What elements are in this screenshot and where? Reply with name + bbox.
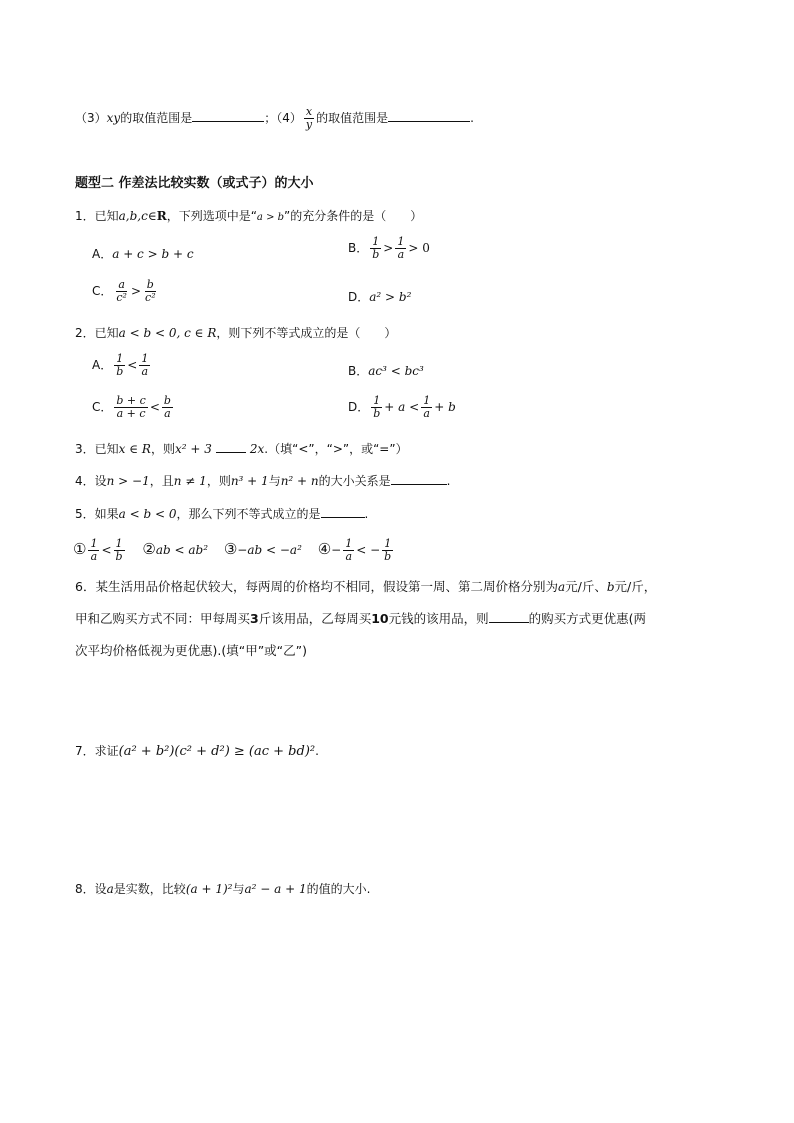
q7-prefix: 7．求证 (75, 744, 119, 758)
option-tail: > 0 (408, 241, 430, 255)
question-6-line-2 (75, 610, 646, 628)
numerator: 1 (423, 394, 431, 407)
numerator: 1 (141, 352, 149, 365)
denominator: a (141, 365, 149, 378)
period: . (470, 111, 474, 125)
option-3-expr: −ab < −a² (237, 543, 302, 557)
section-title: 题型二 作差法比较实数（或式子）的大小 (75, 176, 314, 191)
option-expr: a² > b² (369, 290, 412, 304)
numerator: 1 (345, 537, 353, 550)
option-label: C． (92, 400, 113, 414)
option-label: B． (348, 241, 369, 255)
question-1-stem (75, 207, 422, 227)
q8-mid: 是实数，比较 (113, 882, 186, 896)
q4-mid2: ，则 (206, 474, 231, 488)
q1-option-a (92, 245, 194, 263)
q1-post: ”的充分条件的是（ ） (284, 209, 423, 223)
period: . (315, 744, 319, 758)
fraction-x-over-y (304, 106, 314, 131)
q3-prefix: 3．已知 (75, 442, 119, 456)
q2-option-d (348, 395, 456, 420)
denominator-y: y (305, 118, 313, 131)
numerator: b + c (116, 394, 146, 407)
answer-blank-q6 (489, 610, 529, 623)
fraction (88, 538, 99, 563)
operator: > (383, 241, 394, 255)
part-3-label: （3） (75, 111, 107, 125)
answer-blank-q5 (321, 505, 365, 518)
q4-expr-1: n³ + 1 (230, 474, 269, 488)
circled-4: ④ (317, 540, 332, 558)
denominator: c² (145, 291, 156, 304)
denominator: b (116, 365, 124, 378)
period: . (364, 507, 369, 521)
question-6-line-3: 次平均价格低视为更优惠).(填“甲”或“乙”) (75, 643, 308, 658)
fraction (370, 236, 381, 261)
q2-condition: a < b < 0, c ∈ R (118, 326, 217, 340)
fraction (114, 353, 125, 378)
option-expr: ac³ < bc³ (368, 364, 424, 378)
answer-blank-q4 (391, 472, 447, 485)
numerator: 1 (372, 235, 380, 248)
numerator: 1 (90, 537, 98, 550)
q8-mid2: 与 (232, 882, 245, 896)
q1-relation: a > b (256, 212, 285, 223)
fraction (143, 279, 158, 304)
option-expr: a + c > b + c (112, 247, 194, 261)
operator: > (130, 284, 142, 298)
q3-condition: x ∈ R (118, 442, 151, 456)
question-8 (75, 880, 370, 898)
denominator: c² (116, 291, 127, 304)
denominator: b (384, 550, 392, 563)
operator: < (149, 400, 160, 414)
q4-post: 的大小关系是 (318, 474, 391, 488)
q1-option-c (92, 279, 160, 304)
numerator: b (163, 394, 171, 407)
q2-post: ，则下列不等式成立的是（ ） (216, 326, 397, 340)
q6-b: b (606, 580, 615, 594)
option-label: C． (92, 284, 113, 298)
denominator: b (372, 248, 380, 261)
q6-text-5: 的购买方式更优惠(两 (528, 611, 647, 626)
q1-R: R (156, 209, 167, 223)
fraction (114, 279, 129, 304)
answer-blank-4 (388, 109, 470, 122)
q6-num-3: 3 (250, 611, 259, 626)
math-xy: xy (106, 111, 121, 125)
q5-post: ，那么下列不等式成立的是 (176, 507, 321, 521)
question-5 (75, 505, 368, 523)
q7-expr: (a² + b²)(c² + d²) ≥ (ac + bd)² (118, 744, 316, 759)
q3-post: .（填“<”，“>”，或“=”） (264, 442, 408, 456)
question-4 (75, 472, 451, 490)
q6-unit-1: 元/斤、 (565, 579, 607, 594)
denominator: a (397, 248, 405, 261)
denominator: a (164, 407, 171, 420)
option-label: D． (348, 290, 370, 304)
fraction (162, 395, 173, 420)
option-label: B． (348, 364, 369, 378)
part-4-label: ；（4） (264, 111, 302, 125)
denominator: a + c (116, 407, 146, 420)
q1-option-d (348, 288, 411, 306)
denominator: a (423, 407, 430, 420)
numerator: 1 (115, 537, 123, 550)
option-mid: + a < (384, 400, 420, 414)
operator: < − (356, 543, 381, 557)
option-2-expr: ab < ab² (155, 543, 209, 557)
question-7 (75, 742, 319, 761)
operator: < (127, 358, 138, 372)
operator: < (101, 543, 112, 557)
q8-expr-1: (a + 1)² (185, 882, 233, 896)
q2-option-b (348, 362, 424, 380)
question-2-stem (75, 324, 396, 342)
q2-option-a (92, 353, 152, 378)
fraction (343, 538, 354, 563)
q2-option-c (92, 395, 175, 420)
q3-lhs: x² + 3 (174, 442, 212, 456)
fraction (382, 538, 393, 563)
denominator: a (90, 550, 98, 563)
q6-text-4: 元钱的该用品，则 (388, 611, 489, 626)
q4-cond-2: n ≠ 1 (173, 474, 207, 488)
option-label: A． (92, 358, 113, 372)
q6-text-2: 甲和乙购买方式不同：甲每周买 (75, 611, 251, 626)
numerator: 1 (384, 537, 392, 550)
fraction (139, 353, 150, 378)
q1-prefix: 1．已知 (75, 209, 119, 223)
q6-num-10: 10 (371, 611, 389, 626)
option-tail: + b (434, 400, 456, 414)
q5-prefix: 5．如果 (75, 507, 119, 521)
q1-in: ∈ (147, 209, 157, 223)
q8-a: a (106, 882, 114, 896)
question-3-4-line (75, 106, 474, 131)
numerator: 1 (373, 394, 381, 407)
range-text-2: 的取值范围是 (316, 111, 389, 125)
question-6-line-1 (75, 578, 656, 596)
circled-3: ③ (223, 540, 238, 558)
q8-prefix: 8．设 (75, 882, 107, 896)
option-label: D． (348, 400, 370, 414)
q4-mid1: ，且 (149, 474, 174, 488)
circled-2: ② (142, 540, 156, 558)
q1-set: a,b,c (118, 209, 148, 223)
denominator: b (373, 407, 381, 420)
denominator: a (345, 550, 353, 563)
fraction (114, 538, 125, 563)
q8-expr-2: a² − a + 1 (244, 882, 307, 896)
q4-cond-1: n > −1 (106, 474, 150, 488)
q5-condition: a < b < 0 (118, 507, 177, 521)
numerator: a (118, 278, 125, 291)
q4-mid3: 与 (268, 474, 281, 488)
q4-expr-2: n² + n (280, 474, 319, 488)
q8-post: 的值的大小. (306, 882, 371, 896)
numerator: 1 (397, 235, 405, 248)
option-label: A． (92, 247, 113, 261)
q6-unit-2: 元/斤， (614, 579, 657, 594)
q1-option-b (348, 236, 430, 261)
q3-rhs: 2x (249, 442, 265, 456)
answer-blank-3 (192, 109, 264, 122)
q6-text-1: 6．某生活用品价格起伏较大，每两周的价格均不相同，假设第一周、第二周价格分别为 (75, 579, 558, 594)
fraction (421, 395, 432, 420)
numerator: b (146, 278, 154, 291)
numerator-x: x (305, 105, 313, 118)
q5-options (73, 538, 395, 563)
q2-prefix: 2．已知 (75, 326, 119, 340)
fraction (395, 236, 406, 261)
q3-mid: ，则 (150, 442, 175, 456)
numerator: 1 (116, 352, 124, 365)
minus: − (331, 543, 342, 557)
circled-1: ① (73, 540, 87, 558)
answer-blank-q3 (216, 440, 246, 453)
q1-mid: ，下列选项中是“ (166, 209, 257, 223)
q4-prefix: 4．设 (75, 474, 107, 488)
period: . (446, 474, 451, 488)
q6-text-3: 斤该用品，乙每周买 (258, 611, 372, 626)
fraction (114, 395, 147, 420)
q6-a: a (557, 580, 566, 594)
fraction (371, 395, 382, 420)
denominator: b (115, 550, 123, 563)
range-text: 的取值范围是 (120, 111, 193, 125)
question-3 (75, 440, 408, 458)
